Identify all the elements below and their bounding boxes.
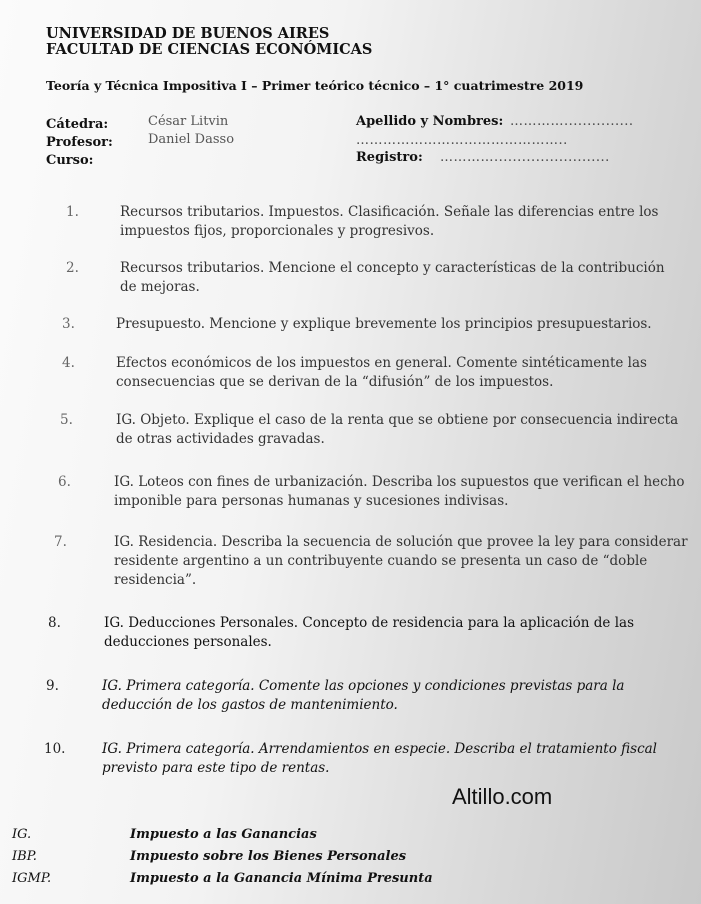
abbreviation-code: IGMP. [12,871,52,886]
question-number: 5. [60,412,73,428]
question-number: 2. [66,260,79,276]
catedra-value: César Litvin [148,114,229,129]
question-number: 9. [46,678,59,694]
abbreviation-definition: Impuesto a las Ganancias [130,827,317,842]
question-text: Recursos tributarios. Mencione el concepto y características de la contribución de mejoras. [120,260,665,295]
exam-title: Teoría y Técnica Impositiva I – Primer teórico técnico – 1° cuatrimestre 2019 [46,78,584,93]
profesor-label: Profesor: [46,135,113,150]
question-text: IG. Primera categoría. Comente las opciones y condiciones previstas para la deducción de los gastos de mantenimiento. [102,678,625,713]
catedra-label: Cátedra: [46,117,109,132]
apellido-field-line2[interactable]: ……………………………………….. [356,133,568,148]
question-number: 7. [54,534,67,550]
question-text: Recursos tributarios. Impuestos. Clasificación. Señale las diferencias entre los impuestos fijos, proporcionales y progresivos. [120,204,659,239]
apellido-label: Apellido y Nombres: [356,114,504,129]
question-text: IG. Residencia. Describa la secuencia de solución que provee la ley para considerar residente argentino a un contribuyente cuando se presenta un caso de “doble residencia”. [114,534,688,588]
question-number: 6. [58,474,71,490]
profesor-value: Daniel Dasso [148,132,235,147]
question-number: 3. [62,316,75,332]
faculty-name: FACULTAD DE CIENCIAS ECONÓMICAS [46,41,373,58]
university-name: UNIVERSIDAD DE BUENOS AIRES [46,25,330,42]
abbreviation-definition: Impuesto a la Ganancia Mínima Presunta [130,871,433,886]
watermark-text: Altillo.com [452,784,553,809]
question-number: 4. [62,355,75,371]
question-text: Efectos económicos de los impuestos en general. Comente sintéticamente las consecuencias que se derivan de la “difusión” de los impuestos. [116,355,647,390]
apellido-field[interactable]: …………............... [510,114,634,129]
question-text: IG. Primera categoría. Arrendamientos en especie. Describa el tratamiento fiscal previsto para este tipo de rentas. [102,741,657,776]
question-number: 10. [44,741,66,757]
question-text: IG. Loteos con fines de urbanización. Describa los supuestos que verifican el hecho imponible para personas humanas y sucesiones indivisas. [114,474,685,509]
question-text: IG. Objeto. Explique el caso de la renta que se obtiene por consecuencia indirecta de otras actividades gravadas. [116,412,679,447]
curso-label: Curso: [46,153,94,168]
registro-field[interactable]: …………......................... [440,150,610,165]
abbreviation-code: IBP. [12,849,37,864]
question-text: Presupuesto. Mencione y explique brevemente los principios presupuestarios. [116,316,652,332]
question-number: 8. [48,615,61,631]
question-number: 1. [66,204,79,220]
registro-label: Registro: [356,150,423,165]
abbreviation-code: IG. [12,827,32,842]
university-heading [46,26,372,58]
question-text: IG. Deducciones Personales. Concepto de residencia para la aplicación de las deducciones personales. [104,615,635,650]
abbreviation-definition: Impuesto sobre los Bienes Personales [130,849,407,864]
